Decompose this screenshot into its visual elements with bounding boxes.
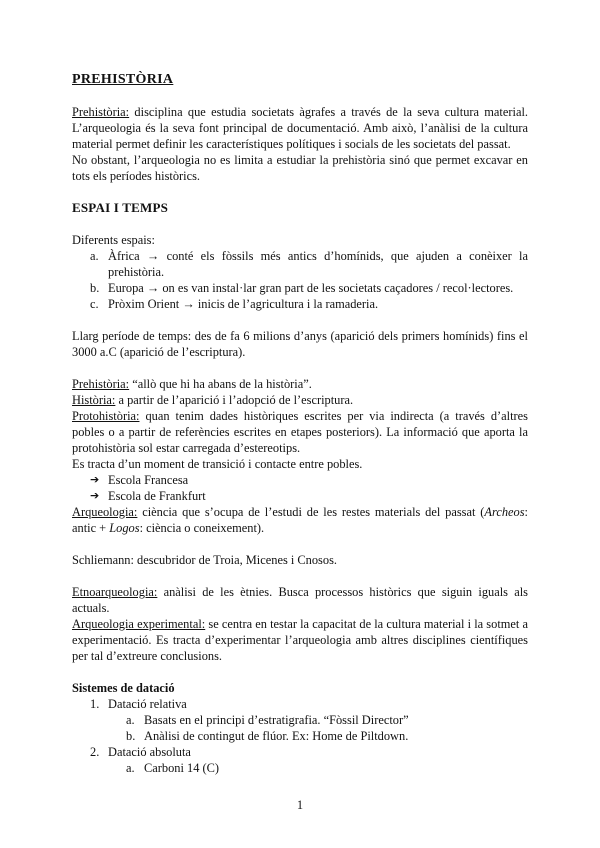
list-item: 1. Datació relativa a. Basats en el principi d’estratigrafia. “Fòssil Director” b. Anàlisi de contingut de flúor. Ex: Home de Piltdown.: [72, 696, 528, 744]
intro-line-2: No obstant, l’arqueologia no es limita a estudiar la prehistòria sinó que permet excavar en tots els períodes històrics.: [72, 153, 528, 183]
espais-lead: Diferents espais:: [72, 233, 155, 247]
def-arqueologia: Arqueologia: ciència que s’ocupa de l’estudi de les restes materials del passat (Archeos: antic + Logos: ciència o coneixement).: [72, 505, 528, 535]
list-item: ➔ Escola Francesa: [90, 473, 189, 487]
list-item: c. Pròxim Orient → inicis de l’agricultura i la ramaderia.: [90, 297, 379, 311]
datacio-list: [72, 696, 528, 776]
transicio-line: Es tracta d’un moment de transició i contacte entre pobles.: [72, 457, 363, 471]
def-historia: Història: a partir de l’aparició i l’adopció de l’escriptura.: [72, 393, 354, 407]
arrow-icon: ➔: [90, 473, 100, 486]
page-title: PREHISTÒRIA: [72, 72, 174, 87]
schliemann-line: Schliemann: descubridor de Troia, Micenes i Cnosos.: [72, 553, 337, 567]
list-item: b. Europa → on es van instal·lar gran part de les societats caçadores / recol·lectores.: [90, 281, 514, 295]
page-number: 1: [296, 798, 304, 812]
list-item: ➔ Escola de Frankfurt: [90, 489, 206, 503]
schools-list: [72, 472, 528, 504]
sublist: [108, 712, 528, 744]
def-arqueologia-experimental: Arqueologia experimental: se centra en testar la capacitat de la cultura material i la sotmet a experimentació. Es tracta d’experimentar l’arqueologia amb altres disciplines científiques per tal d’extreure conclusions.: [72, 617, 528, 663]
list-item: a. Basats en el principi d’estratigrafia. “Fòssil Director”: [126, 713, 409, 727]
def-protohistoria: Protohistòria: quan tenim dades històriques escrites per via indirecta (a través d’altres pobles o a partir de referències escrites en etapes posteriors). La informació que aporta la protohistòria sol estar carregada d’estereotips.: [72, 409, 528, 455]
term-prehistoria: Prehistòria:: [72, 105, 130, 119]
list-item: 2. Datació absoluta a. Carboni 14 (C): [72, 744, 528, 776]
intro-definition: disciplina que estudia societats àgrafes a través de la seva cultura material. L’arqueologia és la seva font principal de documentació. Amb això, l’anàlisi de la cultura material permet definir les característiques polítiques i socials de les societats del passat.: [72, 105, 528, 151]
def-etnoarqueologia: Etnoarqueologia: anàlisi de les ètnies. Busca processos històrics que siguin iguals als actuals.: [72, 585, 528, 615]
period-paragraph: Llarg període de temps: des de fa 6 milions d’anys (aparició dels primers homínids) fins el 3000 a.C (aparició de l’escriptura).: [72, 329, 528, 359]
espais-list: [72, 248, 528, 312]
list-item: a. Carboni 14 (C): [126, 761, 220, 775]
arrow-icon: ➔: [90, 489, 100, 502]
intro-paragraph: [72, 104, 528, 152]
list-item: a. Àfrica → conté els fòssils més antics d’homínids, que ajuden a conèixer la prehistòria.: [90, 249, 528, 279]
section-heading-espai: ESPAI I TEMPS: [72, 200, 169, 215]
sublist: [108, 760, 528, 776]
list-item: b. Anàlisi de contingut de flúor. Ex: Home de Piltdown.: [126, 729, 409, 743]
def-prehistoria: Prehistòria: “allò que hi ha abans de la història”.: [72, 377, 312, 391]
section-heading-datacio: Sistemes de datació: [72, 681, 175, 695]
document-page: [72, 72, 528, 776]
